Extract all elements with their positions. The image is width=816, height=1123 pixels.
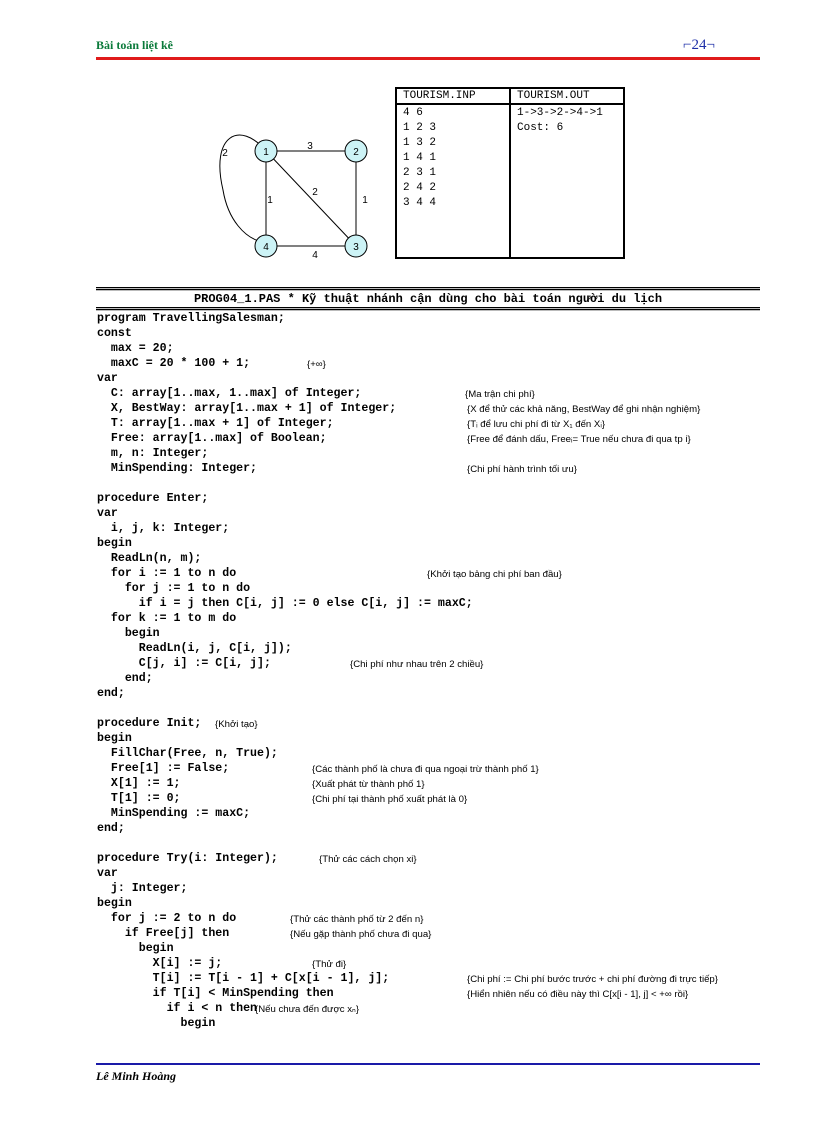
node-2 bbox=[345, 140, 367, 162]
io-example-table bbox=[395, 87, 625, 259]
code-comment: {Nếu gặp thành phố chưa đi qua} bbox=[290, 929, 432, 940]
code-line: ReadLn(n, m); bbox=[97, 552, 202, 565]
code-line: i, j, k: Integer; bbox=[97, 522, 230, 535]
code-line: procedure Try(i: Integer); bbox=[97, 852, 278, 865]
code-comment: {Ma trận chi phí} bbox=[465, 389, 535, 400]
section-title: Bài toán liệt kê bbox=[96, 38, 173, 52]
node-1 bbox=[255, 140, 277, 162]
code-line: if T[i] < MinSpending then bbox=[97, 987, 334, 1000]
code-line: end; bbox=[97, 822, 125, 835]
edge-1-3 bbox=[266, 151, 356, 246]
svg-text:2: 2 bbox=[353, 147, 359, 158]
output-file-header: TOURISM.OUT bbox=[510, 88, 624, 104]
code-line: T: array[1..max + 1] of Integer; bbox=[97, 417, 334, 430]
svg-text:4: 4 bbox=[263, 242, 269, 253]
code-comment: {Khởi tạo bảng chi phí ban đầu} bbox=[427, 569, 562, 580]
weight-1-4: 1 bbox=[267, 195, 273, 206]
code-comment: {Thử các cách chọn xi} bbox=[319, 854, 417, 865]
input-file-content: 4 6 1 2 3 1 3 2 1 4 1 2 3 1 2 4 2 3 4 4 bbox=[396, 104, 510, 258]
page-number bbox=[683, 37, 715, 54]
code-comment: {Các thành phố là chưa đi qua ngoại trừ thành phố 1} bbox=[312, 764, 539, 775]
code-line: Free: array[1..max] of Boolean; bbox=[97, 432, 327, 445]
input-file-header: TOURISM.INP bbox=[396, 88, 510, 104]
code-line: var bbox=[97, 867, 118, 880]
code-line: if Free[j] then bbox=[97, 927, 230, 940]
ornament-right-icon: ¬ bbox=[706, 37, 715, 53]
code-line: MinSpending: Integer; bbox=[97, 462, 258, 475]
code-comment: {Nếu chưa đến được xₙ} bbox=[255, 1004, 360, 1015]
code-comment: {Xuất phát từ thành phố 1} bbox=[312, 779, 425, 790]
code-line: j: Integer; bbox=[97, 882, 188, 895]
code-line: for k := 1 to m do bbox=[97, 612, 237, 625]
code-line: ReadLn(i, j, C[i, j]); bbox=[97, 642, 292, 655]
code-line: MinSpending := maxC; bbox=[97, 807, 251, 820]
code-line: C: array[1..max, 1..max] of Integer; bbox=[97, 387, 362, 400]
footer-rule bbox=[96, 1063, 760, 1065]
code-comment: {Chi phí tại thành phố xuất phát là 0} bbox=[312, 794, 468, 805]
code-comment: {Chi phí như nhau trên 2 chiều} bbox=[350, 659, 484, 670]
code-line: for j := 2 to n do bbox=[97, 912, 237, 925]
code-line: begin bbox=[97, 627, 160, 640]
weight-1-2: 3 bbox=[307, 141, 313, 152]
code-line: begin bbox=[97, 537, 132, 550]
code-comment: {Free để đánh dấu, Freeᵢ= True nếu chưa đi qua tp i} bbox=[467, 434, 691, 445]
page-number-value: 24 bbox=[691, 37, 707, 53]
code-line: var bbox=[97, 372, 118, 385]
code-line: if i = j then C[i, j] := 0 else C[i, j] := maxC; bbox=[97, 597, 473, 610]
code-line: program TravellingSalesman; bbox=[97, 312, 285, 325]
code-line: X[1] := 1; bbox=[97, 777, 181, 790]
author-name: Lê Minh Hoàng bbox=[96, 1069, 177, 1083]
code-line: max = 20; bbox=[97, 342, 174, 355]
code-line: begin bbox=[97, 897, 132, 910]
output-file-content: 1->3->2->4->1 Cost: 6 bbox=[510, 104, 624, 258]
code-line: FillChar(Free, n, True); bbox=[97, 747, 278, 760]
graph-diagram bbox=[210, 130, 390, 265]
code-line: if i < n then bbox=[97, 1002, 258, 1015]
svg-text:1: 1 bbox=[263, 147, 269, 158]
code-line: procedure Init; bbox=[97, 717, 202, 730]
code-comment: {Chi phí hành trình tối ưu} bbox=[467, 464, 577, 475]
weight-3-4: 4 bbox=[312, 250, 318, 261]
code-line: m, n: Integer; bbox=[97, 447, 209, 460]
code-line: C[j, i] := C[i, j]; bbox=[97, 657, 271, 670]
node-3 bbox=[345, 235, 367, 257]
code-line: begin bbox=[97, 1017, 216, 1030]
code-comment: {Hiển nhiên nếu có điều này thì C[x[i - 1], j] < +∞ rồi} bbox=[467, 989, 689, 1000]
code-line: const bbox=[97, 327, 132, 340]
node-4 bbox=[255, 235, 277, 257]
code-line: for j := 1 to n do bbox=[97, 582, 251, 595]
code-line: procedure Enter; bbox=[97, 492, 209, 505]
code-line: T[1] := 0; bbox=[97, 792, 181, 805]
program-title: PROG04_1.PAS * Kỹ thuật nhánh cận dùng cho bài toán người du lịch bbox=[193, 292, 663, 306]
code-comment: {+∞} bbox=[307, 359, 326, 370]
code-comment: {X để thử các khả năng, BestWay để ghi nhận nghiệm} bbox=[467, 404, 701, 415]
code-comment: {Khởi tạo} bbox=[215, 719, 258, 730]
header-rule bbox=[96, 57, 760, 60]
code-comment: {Thử đi} bbox=[312, 959, 347, 970]
code-line: var bbox=[97, 507, 118, 520]
code-line: for i := 1 to n do bbox=[97, 567, 237, 580]
code-line: begin bbox=[97, 732, 132, 745]
svg-text:3: 3 bbox=[353, 242, 359, 253]
weight-2-3: 1 bbox=[362, 195, 368, 206]
weight-1-3: 2 bbox=[312, 187, 318, 198]
code-line: X[i] := j; bbox=[97, 957, 223, 970]
title-bar-top bbox=[96, 287, 760, 291]
code-comment: {Tᵢ để lưu chi phí đi từ X₁ đến Xᵢ} bbox=[467, 419, 606, 430]
code-line: end; bbox=[97, 672, 153, 685]
code-comment: {Thử các thành phố từ 2 đến n} bbox=[290, 914, 424, 925]
code-line: begin bbox=[97, 942, 174, 955]
code-line: maxC = 20 * 100 + 1; bbox=[97, 357, 251, 370]
ornament-left-icon: ⌐ bbox=[683, 37, 692, 53]
code-line: X, BestWay: array[1..max + 1] of Integer; bbox=[97, 402, 397, 415]
code-line: T[i] := T[i - 1] + C[x[i - 1], j]; bbox=[97, 972, 390, 985]
weight-2-4: 2 bbox=[222, 148, 228, 159]
code-line: Free[1] := False; bbox=[97, 762, 230, 775]
code-comment: {Chi phí := Chi phí bước trước + chi phí đường đi trực tiếp} bbox=[467, 974, 718, 985]
code-line: end; bbox=[97, 687, 125, 700]
